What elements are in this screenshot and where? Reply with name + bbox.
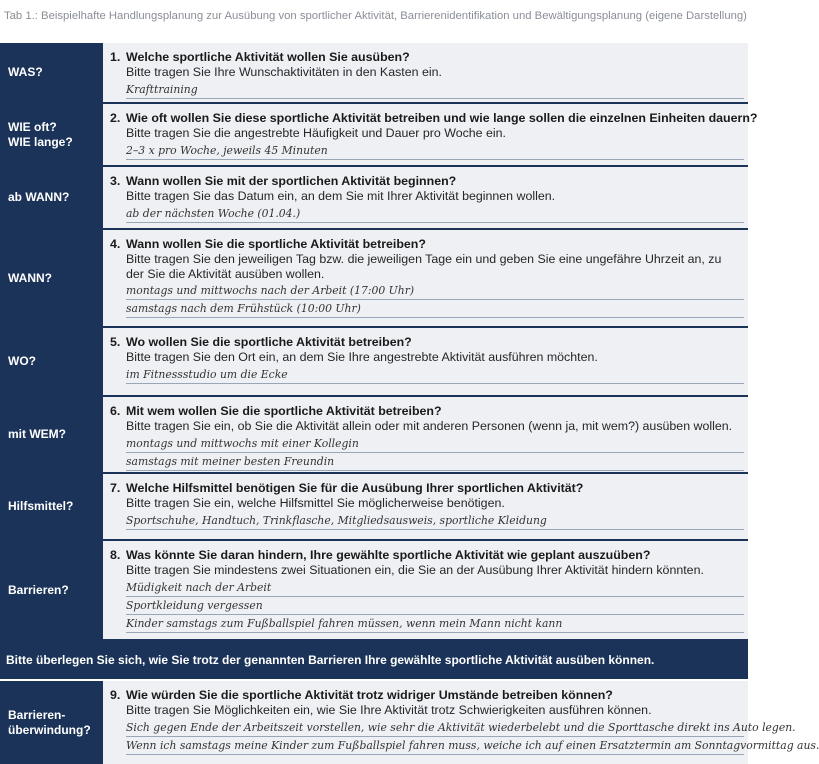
question-number: 8.	[110, 548, 121, 562]
table-row-2	[0, 104, 758, 165]
instruction-text: Bitte tragen Sie das Datum ein, an dem Sie mit Ihrer Aktivität beginnen wollen.	[126, 189, 556, 203]
question-text: Wie würden Sie die sportliche Aktivität trotz widriger Umstände betreiben können?	[126, 688, 613, 702]
question	[110, 237, 748, 252]
question-text: Wie oft wollen Sie diese sportliche Aktivität betreiben und wie lange sollen die einzelnen Einheiten dauern?	[126, 111, 758, 125]
question-number: 9.	[110, 688, 121, 702]
answer-line[interactable]: Krafttraining	[126, 81, 744, 99]
answer-line[interactable]: ab der nächsten Woche (01.04.)	[126, 205, 744, 223]
answer-line[interactable]: montags und mittwochs nach der Arbeit (17:00 Uhr)	[126, 282, 744, 300]
answer-line[interactable]: 2–3 x pro Woche, jeweils 45 Minuten	[126, 142, 744, 160]
question-number: 5.	[110, 335, 121, 349]
table-row-4	[0, 230, 748, 326]
question	[110, 50, 748, 65]
question-number: 2.	[110, 111, 121, 125]
row-label-cell	[0, 681, 103, 764]
instruction-text: Bitte tragen Sie den jeweiligen Tag bzw. die jeweiligen Tage ein und geben Sie eine ungefähre Uhrzeit an, zu der Sie die Aktivität ausüben wollen.	[126, 252, 722, 281]
row-label: WIE oft? WIE lange?	[8, 119, 73, 149]
row-content	[103, 681, 819, 764]
question-text: Mit wem wollen Sie die sportliche Aktivität betreiben?	[126, 404, 442, 418]
row-content	[103, 167, 748, 228]
row-label: WANN?	[8, 270, 52, 285]
table-row-7	[0, 474, 748, 539]
row-content	[103, 230, 748, 326]
row-label-cell	[0, 328, 103, 395]
instruction-text: Bitte tragen Sie Möglichkeiten ein, wie Sie Ihre Aktivität trotz Schwierigkeiten ausführen können.	[126, 703, 652, 717]
question	[110, 111, 758, 126]
question	[110, 688, 748, 703]
row-content	[103, 397, 748, 472]
row-label: ab WANN?	[8, 190, 70, 204]
question-text: Welche sportliche Aktivität wollen Sie ausüben?	[126, 50, 410, 64]
table-row-8	[0, 541, 748, 639]
row-label-cell	[0, 43, 103, 102]
answer-line[interactable]: im Fitnessstudio um die Ecke	[126, 366, 744, 384]
question-number: 1.	[110, 50, 121, 64]
banner-instruction: Bitte überlegen Sie sich, wie Sie trotz der genannten Barrieren Ihre gewählte sportliche Aktivität ausüben können.	[0, 641, 748, 679]
table-row-6	[0, 397, 748, 472]
question	[110, 335, 748, 350]
question	[110, 481, 748, 496]
row-label-cell	[0, 474, 103, 539]
instruction-text: Bitte tragen Sie die angestrebte Häufigkeit und Dauer pro Woche ein.	[126, 126, 506, 140]
row-label: WAS?	[8, 65, 43, 79]
question-text: Wann wollen Sie die sportliche Aktivität betreiben?	[126, 237, 426, 251]
row-label-cell	[0, 541, 103, 639]
answer-line[interactable]: Sportschuhe, Handtuch, Trinkflasche, Mitgliedsausweis, sportliche Kleidung	[126, 512, 744, 530]
answer-line[interactable]: samstags mit meiner besten Freundin	[126, 453, 744, 471]
row-label: Barrieren?	[8, 582, 69, 597]
table-row-coping	[0, 681, 819, 764]
instruction-text: Bitte tragen Sie Ihre Wunschaktivitäten in den Kasten ein.	[126, 65, 442, 79]
table-row-1	[0, 43, 748, 102]
row-label-cell	[0, 104, 103, 165]
question-number: 4.	[110, 237, 121, 251]
row-label-cell	[0, 167, 103, 228]
question-text: Was könnte Sie daran hindern, Ihre gewählte sportliche Aktivität wie geplant auszuüben?	[126, 548, 651, 562]
question-text: Wann wollen Sie mit der sportlichen Aktivität beginnen?	[126, 174, 457, 188]
answer-line[interactable]: Wenn ich samstags meine Kinder zum Fußballspiel fahren muss, weiche ich auf einen Ersatztermin am Sonntagvormittag aus.	[126, 737, 744, 755]
instruction-text: Bitte tragen Sie ein, ob Sie die Aktivität allein oder mit anderen Personen (wenn ja, mit wem?) ausüben wollen.	[126, 419, 733, 433]
row-label-cell	[0, 230, 103, 326]
question	[110, 404, 748, 419]
question-number: 7.	[110, 481, 121, 495]
question	[110, 548, 748, 563]
row-content	[103, 104, 758, 165]
row-content	[103, 541, 748, 639]
question-number: 6.	[110, 404, 121, 418]
question-text: Welche Hilfsmittel benötigen Sie für die Ausübung Ihrer sportlichen Aktivität?	[126, 481, 584, 495]
row-content	[103, 328, 748, 395]
answer-line[interactable]: Sportkleidung vergessen	[126, 597, 744, 615]
row-label-cell	[0, 397, 103, 472]
row-content	[103, 474, 748, 539]
table-row-3	[0, 167, 748, 228]
row-label: WO?	[8, 354, 36, 368]
row-label: Barrieren- überwindung?	[8, 707, 91, 737]
answer-line[interactable]: Sich gegen Ende der Arbeitszeit vorstellen, wie sehr die Aktivität wiederbelebt und die Sporttasche direkt ins Auto legen.	[126, 719, 744, 737]
instruction-text: Bitte tragen Sie ein, welche Hilfsmittel Sie möglicherweise benötigen.	[126, 496, 505, 510]
row-content	[103, 43, 748, 102]
answer-line[interactable]: Müdigkeit nach der Arbeit	[126, 579, 744, 597]
row-label: Hilfsmittel?	[8, 499, 74, 513]
row-label: mit WEM?	[8, 427, 66, 441]
answer-line[interactable]: montags und mittwochs mit einer Kollegin	[126, 435, 744, 453]
question-number: 3.	[110, 174, 121, 188]
instruction-text: Bitte tragen Sie den Ort ein, an dem Sie Ihre angestrebte Aktivität ausführen möchten.	[126, 350, 598, 364]
question	[110, 174, 748, 189]
instruction-text: Bitte tragen Sie mindestens zwei Situationen ein, die Sie an der Ausübung Ihrer Aktivität hindern könnten.	[126, 563, 704, 577]
answer-line[interactable]: samstags nach dem Frühstück (10:00 Uhr)	[126, 300, 744, 318]
question-text: Wo wollen Sie die sportliche Aktivität betreiben?	[126, 335, 412, 349]
answer-line[interactable]: Kinder samstags zum Fußballspiel fahren müssen, wenn mein Mann nicht kann	[126, 615, 744, 633]
table-caption: Tab 1.: Beispielhafte Handlungsplanung zur Ausübung von sportlicher Aktivität, Barrierenidentifikation und Bewältigungsplanung (eigene Darstellung)	[4, 10, 747, 22]
table-row-5	[0, 328, 748, 395]
